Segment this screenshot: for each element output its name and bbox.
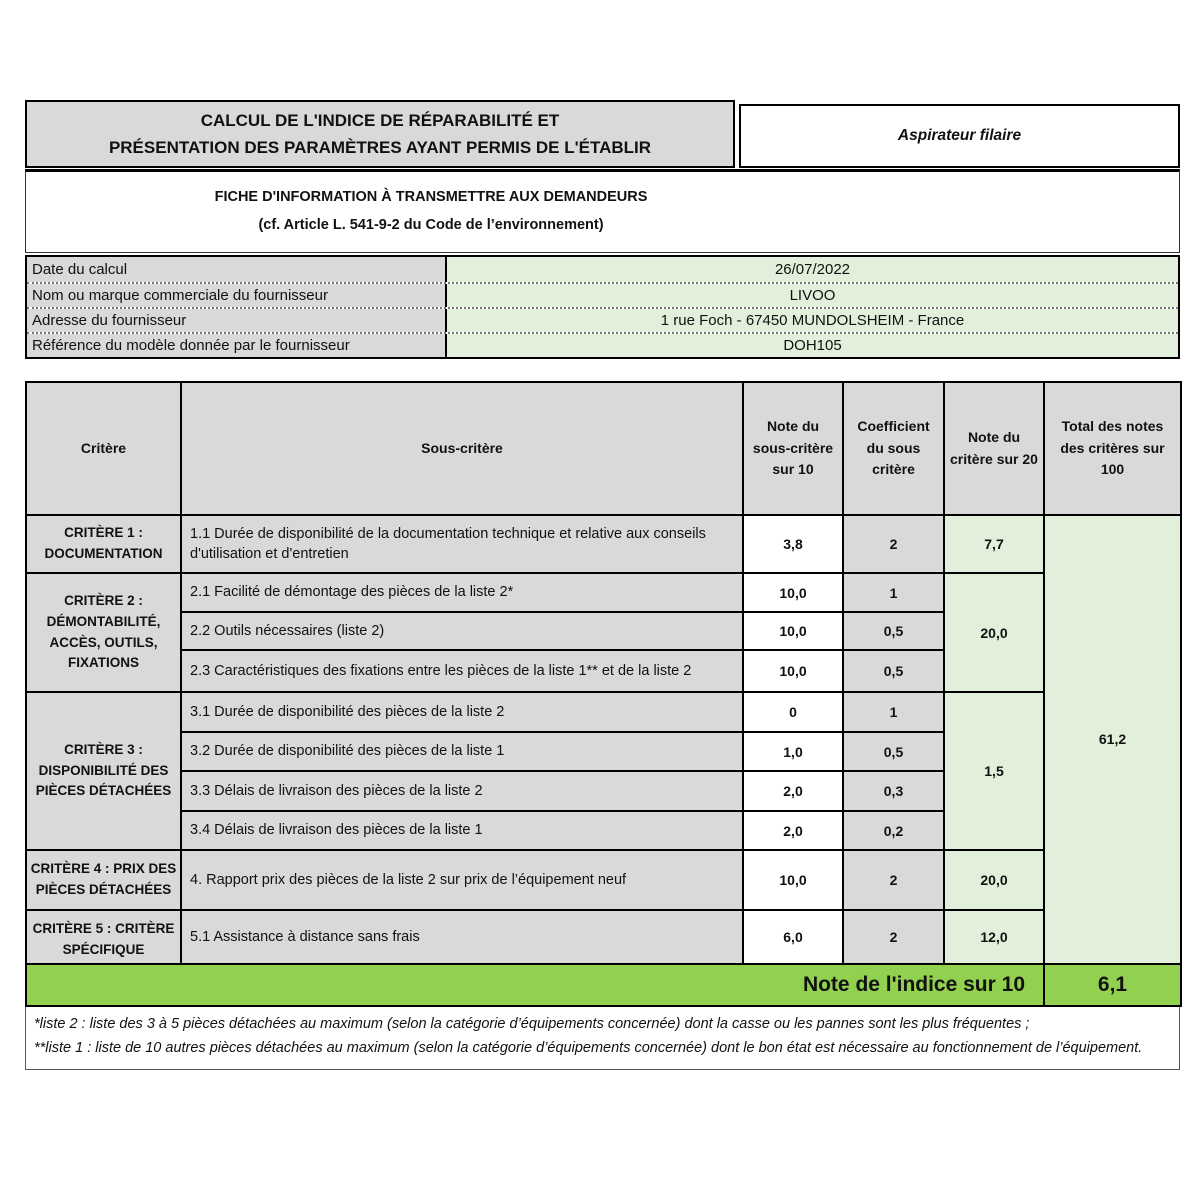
info-value-model: DOH105	[447, 334, 1178, 357]
info-row-model	[27, 332, 1178, 357]
index-score-value: 6,1	[1044, 964, 1181, 1006]
header-sous-critere: Sous-critère	[181, 382, 743, 515]
criteria-table-header	[26, 382, 1181, 515]
critere-1-note20: 7,7	[944, 515, 1044, 573]
sub-3-4-note10: 2,0	[743, 811, 843, 850]
sub-4-note10: 10,0	[743, 850, 843, 910]
critere-4-note20: 20,0	[944, 850, 1044, 910]
sub-2-2-note10: 10,0	[743, 612, 843, 650]
critere-5-note20: 12,0	[944, 910, 1044, 964]
sub-3-1-note10: 0	[743, 692, 843, 732]
critere-2-label: CRITÈRE 2 : DÉMONTABILITÉ, ACCÈS, OUTILS, FIXATIONS	[26, 573, 181, 692]
repairability-sheet	[25, 100, 1180, 1070]
info-label-address: Adresse du fournisseur	[27, 309, 447, 332]
sub-4-label: 4. Rapport prix des pièces de la liste 2 sur prix de l’équipement neuf	[181, 850, 743, 910]
critere-3-label: CRITÈRE 3 : DISPONIBILITÉ DES PIÈCES DÉTACHÉES	[26, 692, 181, 850]
sub-2-3-coef: 0,5	[843, 650, 944, 692]
sub-3-2-note10: 1,0	[743, 732, 843, 771]
table-row	[26, 850, 1181, 910]
footnotes	[25, 1007, 1180, 1070]
table-row	[26, 692, 1181, 732]
document-title	[25, 100, 735, 168]
table-row	[26, 573, 1181, 612]
index-score-label: Note de l'indice sur 10	[26, 964, 1044, 1006]
critere-1-label: CRITÈRE 1 : DOCUMENTATION	[26, 515, 181, 573]
info-label-brand: Nom ou marque commerciale du fournisseur	[27, 284, 447, 307]
sub-2-1-label: 2.1 Facilité de démontage des pièces de la liste 2*	[181, 573, 743, 612]
table-row	[26, 910, 1181, 964]
sub-1-1-note10: 3,8	[743, 515, 843, 573]
critere-5-label: CRITÈRE 5 : CRITÈRE SPÉCIFIQUE	[26, 910, 181, 964]
footnote-liste-2: *liste 2 : liste des 3 à 5 pièces détachées au maximum (selon la catégorie d’équipements concernée) dont la casse ou les pannes sont les plus fréquentes ;	[34, 1015, 1030, 1032]
sub-4-coef: 2	[843, 850, 944, 910]
info-label-date: Date du calcul	[27, 257, 447, 282]
sub-3-2-coef: 0,5	[843, 732, 944, 771]
sub-2-3-label: 2.3 Caractéristiques des fixations entre les pièces de la liste 1** et de la liste 2	[181, 650, 743, 692]
subtitle-text	[26, 184, 836, 239]
sub-1-1-label: 1.1 Durée de disponibilité de la documentation technique et relative aux conseils d'utilisation et d'entretien	[181, 515, 743, 573]
sub-3-4-coef: 0,2	[843, 811, 944, 850]
total-notes-value: 61,2	[1044, 515, 1181, 964]
sub-2-3-note10: 10,0	[743, 650, 843, 692]
sub-3-3-note10: 2,0	[743, 771, 843, 811]
sub-3-4-label: 3.4 Délais de livraison des pièces de la liste 1	[181, 811, 743, 850]
subtitle-line-1: FICHE D'INFORMATION À TRANSMETTRE AUX DEMANDEURS	[214, 189, 648, 206]
sub-3-3-label: 3.3 Délais de livraison des pièces de la liste 2	[181, 771, 743, 811]
info-row-date	[27, 257, 1178, 282]
critere-3-note20: 1,5	[944, 692, 1044, 850]
product-category: Aspirateur filaire	[739, 104, 1180, 168]
sub-3-3-coef: 0,3	[843, 771, 944, 811]
info-row-address	[27, 307, 1178, 332]
info-label-model: Référence du modèle donnée par le fournisseur	[27, 334, 447, 357]
header-critere: Critère	[26, 382, 181, 515]
index-score-row	[26, 964, 1181, 1006]
sub-5-1-note10: 6,0	[743, 910, 843, 964]
sub-3-2-label: 3.2 Durée de disponibilité des pièces de la liste 1	[181, 732, 743, 771]
info-value-date: 26/07/2022	[447, 257, 1178, 282]
header-row	[25, 100, 1180, 168]
header-note-critere: Note du critère sur 20	[944, 382, 1044, 515]
header-coefficient: Coefficient du sous critère	[843, 382, 944, 515]
table-row	[26, 515, 1181, 573]
sub-3-1-label: 3.1 Durée de disponibilité des pièces de la liste 2	[181, 692, 743, 732]
info-row-brand	[27, 282, 1178, 307]
header-note-sous-critere: Note du sous-critère sur 10	[743, 382, 843, 515]
sub-3-1-coef: 1	[843, 692, 944, 732]
critere-4-label: CRITÈRE 4 : PRIX DES PIÈCES DÉTACHÉES	[26, 850, 181, 910]
header-total-notes: Total des notes des critères sur 100	[1044, 382, 1181, 515]
critere-2-note20: 20,0	[944, 573, 1044, 692]
footnote-liste-1: **liste 1 : liste de 10 autres pièces détachées au maximum (selon la catégorie d’équipements concernée) dont le bon état est nécessaire au fonctionnement de l’équipement.	[34, 1040, 1143, 1057]
title-line-2: PRÉSENTATION DES PARAMÈTRES AYANT PERMIS DE L'ÉTABLIR	[108, 138, 652, 157]
sub-2-2-coef: 0,5	[843, 612, 944, 650]
supplier-info-table	[25, 255, 1180, 359]
sub-2-1-coef: 1	[843, 573, 944, 612]
sub-5-1-coef: 2	[843, 910, 944, 964]
criteria-table	[25, 381, 1182, 1007]
info-value-brand: LIVOO	[447, 284, 1178, 307]
sub-5-1-label: 5.1 Assistance à distance sans frais	[181, 910, 743, 964]
info-value-address: 1 rue Foch - 67450 MUNDOLSHEIM - France	[447, 309, 1178, 332]
sub-1-1-coef: 2	[843, 515, 944, 573]
sub-2-2-label: 2.2 Outils nécessaires (liste 2)	[181, 612, 743, 650]
subtitle-box	[25, 169, 1180, 253]
title-line-1: CALCUL DE L'INDICE DE RÉPARABILITÉ ET	[200, 110, 560, 130]
subtitle-line-2: (cf. Article L. 541-9-2 du Code de l’environnement)	[258, 217, 604, 233]
sub-2-1-note10: 10,0	[743, 573, 843, 612]
